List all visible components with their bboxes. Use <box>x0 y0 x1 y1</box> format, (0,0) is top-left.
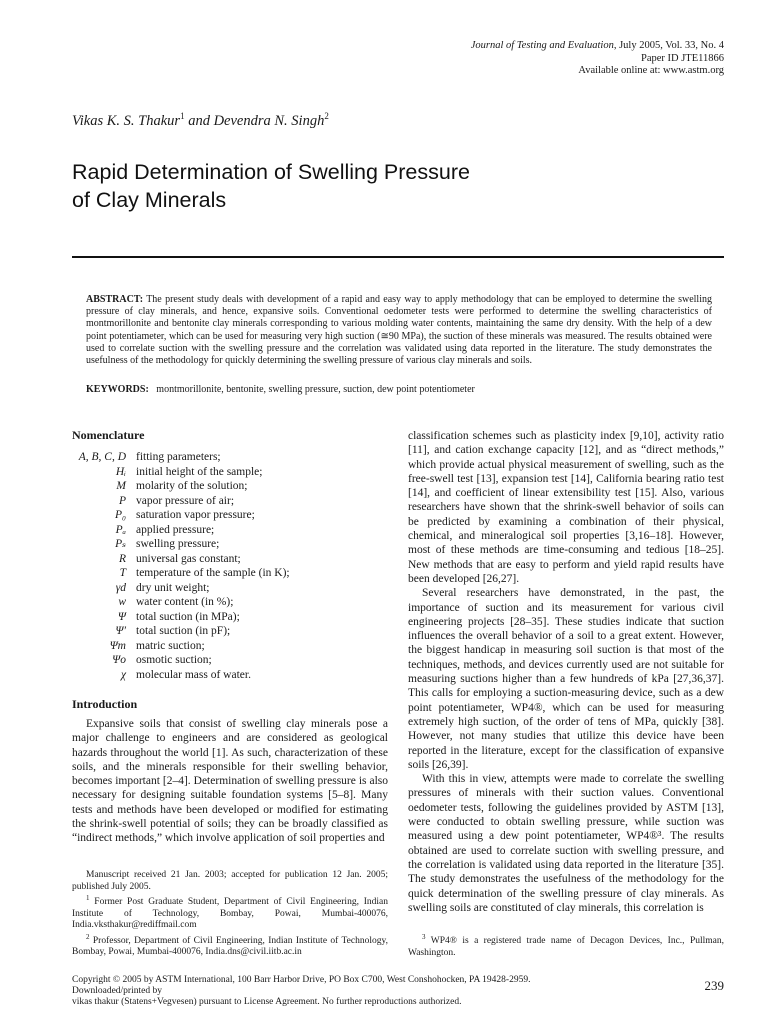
nomenclature-item <box>72 610 388 625</box>
author-1-sup: 1 <box>180 111 185 121</box>
nomenclature-description: universal gas constant; <box>136 552 241 565</box>
nomenclature-item <box>72 479 388 494</box>
paper-id: Paper ID JTE11866 <box>640 52 724 64</box>
nomenclature-item <box>72 465 388 480</box>
introduction-paragraph <box>72 717 388 846</box>
nomenclature-symbol: w <box>118 596 126 608</box>
paper-title <box>72 158 692 214</box>
nomenclature-description: molecular mass of water. <box>136 668 251 681</box>
footnote-2 <box>72 932 388 959</box>
journal-header <box>304 40 724 78</box>
keywords <box>86 384 712 395</box>
right-paragraph-3: With this in view, attempts were made to correlate the swelling pressures of minerals with their suction values. Conventional oedometer tests, following the guidelines provided by ASTM [13], were conducted to obtain swelling pressure, while suction was measured using a dew point potentiameter, WP4®³. The results obtained are used to correlate suction with swelling pressure, and the correlation is validated using data reported in the literature [35]. The study demonstrates the usefulness of the methodology for the quick determination of the swelling pressure of clay minerals. As swelling soils are constituted of clay minerals, this correlation is <box>408 773 724 914</box>
available-online[interactable]: Available online at: www.astm.org <box>578 65 724 76</box>
nomenclature-item <box>72 653 388 668</box>
title-line-2: of Clay Minerals <box>72 188 227 212</box>
nomenclature-symbol: Ψ <box>117 610 126 623</box>
nomenclature-item <box>72 639 388 654</box>
nomenclature-item <box>72 523 388 538</box>
nomenclature-symbol: γd <box>115 581 126 594</box>
nomenclature-symbol: Pₛ <box>115 538 126 550</box>
nomenclature-description: swelling pressure; <box>136 538 220 550</box>
downloaded-line: Downloaded/printed by <box>72 986 162 996</box>
footnote-1-text: Former Post Graduate Student, Department of Civil Engineering, Indian Institute of Technology, Bombay, Powai, Mumbai-400076, India.vksthakur@rediffmail.com <box>72 897 389 931</box>
author-joiner: and Devendra N. Singh <box>184 112 325 129</box>
nomenclature-item <box>72 450 388 465</box>
nomenclature-description: osmotic suction; <box>136 654 212 666</box>
nomenclature-item <box>72 668 388 683</box>
title-divider <box>72 256 724 258</box>
nomenclature-description: molarity of the solution; <box>136 480 248 492</box>
nomenclature-item <box>72 508 388 523</box>
nomenclature-description: matric suction; <box>136 639 205 652</box>
author-2-sup: 2 <box>324 111 329 121</box>
right-column-body <box>408 429 724 915</box>
nomenclature-description: water content (in %); <box>136 596 234 608</box>
title-line-1: Rapid Determination of Swelling Pressure <box>72 160 470 184</box>
nomenclature-item <box>72 581 388 596</box>
nomenclature-description: total suction (in MPa); <box>136 610 240 623</box>
nomenclature-item <box>72 537 388 552</box>
abstract-text: The present study deals with development of a rapid and easy way to apply methodology that can be employed to determine the swelling pressure of clay minerals, and hence, expansive soils. Conventional oedometer tests were performed to determine the swelling characteristics of montmorillonite and bentonite clay minerals corresponding to various molding water contents, maintaining the same dry density. With the help of a dew point potentiameter, which can be used for measuring very high suction (≅90 MPa), the suction of these minerals was measured. The results obtained were used to correlate suction with the swelling pressure and the correlation was validated using data reported in the literature. The study demonstrates the usefulness of the methodology for quickly determining the swelling pressure of various clay minerals and soils. <box>86 294 712 367</box>
footnote-3-text: WP4® is a registered trade name of Decagon Devices, Inc., Pullman, Washington. <box>408 936 724 958</box>
introduction-heading: Introduction <box>72 697 138 711</box>
nomenclature-description: saturation vapor pressure; <box>136 509 255 521</box>
abstract <box>86 294 712 367</box>
footnote-2-number: 2 <box>86 932 90 941</box>
nomenclature-symbol: A, B, C, D <box>78 451 126 463</box>
nomenclature-item <box>72 494 388 509</box>
nomenclature-symbol: Ψm <box>109 639 126 652</box>
nomenclature-description: initial height of the sample; <box>136 465 263 478</box>
nomenclature-list <box>72 450 388 682</box>
nomenclature-description: temperature of the sample (in K); <box>136 567 290 579</box>
abstract-label: ABSTRACT: <box>86 294 144 305</box>
introduction-text: Expansive soils that consist of swelling clay minerals pose a major challenge to engineers and are considered as geological hazards throughout the world [1]. As such, characterization of these soils, and the minerals responsible for their swelling behavior, becomes important [2–4]. Determination of swelling pressure is also necessary for designing suitable foundation systems [5–8]. Many tests and methods have been developed or modified for estimating the shrink-swell potential of soils; they can be broadly classified as “indirect methods,” which involve application of soil properties and <box>72 718 388 845</box>
nomenclature-symbol: Ψ′ <box>115 625 126 637</box>
nomenclature-description: dry unit weight; <box>136 581 210 594</box>
copyright-block <box>72 975 724 1008</box>
nomenclature-symbol: P₀ <box>114 509 126 521</box>
footnotes-left <box>72 870 388 959</box>
footnote-1 <box>72 893 388 932</box>
right-paragraph-1: classification schemes such as plasticity index [9,10], activity ratio [11], and cation exchange capacity [12], and as “direct methods,” which provide actual physical measurement of swelling, such as the free-swell test [13], expansion test [14], California bearing ratio test [14], and coefficient of linear extensibility test [15]. Also, various researchers have shown that the shrink-swell behavior of soils can be predicted by examining a combination of their physical, chemical, and mineralogical soil properties [3,16–18]. However, most of these methods are time-consuming and tedious [18–25]. New methods that are easy to perform and yield rapid results have been developed [26,27]. <box>408 430 724 585</box>
journal-name: Journal of Testing and Evaluation <box>470 40 614 51</box>
nomenclature-symbol: M <box>116 480 126 492</box>
nomenclature-item <box>72 566 388 581</box>
nomenclature-symbol: Ψo <box>112 654 126 666</box>
nomenclature-item <box>72 624 388 639</box>
nomenclature-item <box>72 552 388 567</box>
nomenclature-symbol: Hᵢ <box>115 465 126 478</box>
keywords-label: KEYWORDS: <box>86 384 149 395</box>
footnote-3 <box>408 932 724 959</box>
footnote-2-text: Professor, Department of Civil Engineering, Indian Institute of Technology, Bombay, Powai, Mumbai-400076, India.dns@civil.iitb.ac.in <box>72 935 389 958</box>
manuscript-received: Manuscript received 21 Jan. 2003; accepted for publication 12 Jan. 2005; published July 2005. <box>72 870 388 892</box>
nomenclature-description: total suction (in pF); <box>136 625 231 637</box>
keywords-text: montmorillonite, bentonite, swelling pressure, suction, dew point potentiometer <box>156 384 475 395</box>
nomenclature-symbol: R <box>118 552 126 565</box>
footnote-3-number: 3 <box>422 933 426 941</box>
license-line: vikas thakur (Statens+Vegvesen) pursuant to License Agreement. No further reproductions authorized. <box>72 997 462 1007</box>
nomenclature-description: vapor pressure of air; <box>136 494 235 507</box>
nomenclature-description: applied pressure; <box>136 523 215 536</box>
right-paragraph-2: Several researchers have demonstrated, in the past, the importance of suction and its measurement for various civil engineering projects [28–35]. These studies indicate that suction influences the overall behavior of a soil to a great extent. However, the biggest handicap in measuring soil suction is that most of the techniques, methods, and devices currently used are not suitable for measuring suctions higher than a few hundreds of kPa [27,36,37]. This calls for employing a suction-measuring device, such as a dew point potentiameter, WP4®, which can be used for measuring extremely high suction, of the order of tens of MPa, quickly [38]. However, not many studies that utilize this device have been reported in the literature, except for the classification of expansive soils [26,39]. <box>408 587 724 771</box>
nomenclature-symbol: χ <box>120 668 126 681</box>
footnote-1-number: 1 <box>86 894 90 902</box>
nomenclature-symbol: Pₐ <box>115 523 126 536</box>
copyright-line: Copyright © 2005 by ASTM International, 100 Barr Harbor Drive, PO Box C700, West Conshohocken, PA 19428-2959. <box>72 975 531 985</box>
nomenclature-description: fitting parameters; <box>136 451 221 463</box>
author-1: Vikas K. S. Thakur <box>72 112 181 129</box>
authors <box>72 111 329 130</box>
nomenclature-item <box>72 595 388 610</box>
journal-issue: , July 2005, Vol. 33, No. 4 <box>613 40 724 51</box>
nomenclature-symbol: T <box>119 567 126 579</box>
nomenclature-symbol: P <box>118 494 126 507</box>
journal-citation <box>304 40 724 53</box>
nomenclature-heading: Nomenclature <box>72 428 145 442</box>
page-number: 239 <box>704 978 724 993</box>
